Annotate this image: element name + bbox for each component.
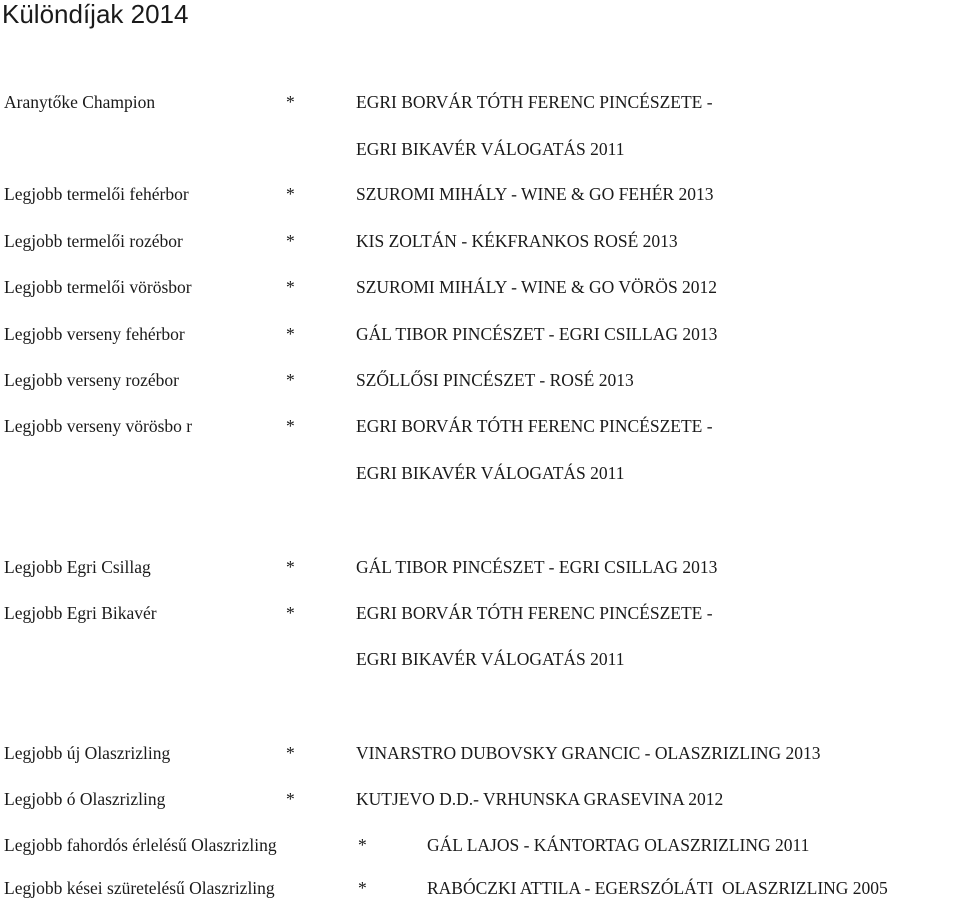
award-row [0, 90, 960, 114]
award-category: Legjobb új Olaszrizling [4, 743, 171, 763]
award-winner: EGRI BORVÁR TÓTH FERENC PINCÉSZETE - [356, 92, 713, 112]
award-winner: GÁL LAJOS - KÁNTORTAG OLASZRIZLING 2011 [427, 835, 810, 855]
award-row [0, 322, 960, 346]
award-category: Legjobb verseny fehérbor [4, 324, 185, 344]
award-winner: GÁL TIBOR PINCÉSZET - EGRI CSILLAG 2013 [356, 324, 718, 344]
award-marker: * [286, 324, 295, 344]
award-row [0, 833, 960, 857]
award-winner: KUTJEVO D.D.- VRHUNSKA GRASEVINA 2012 [356, 789, 724, 809]
award-row [0, 182, 960, 206]
award-winner: GÁL TIBOR PINCÉSZET - EGRI CSILLAG 2013 [356, 557, 718, 577]
award-winner: SZUROMI MIHÁLY - WINE & GO VÖRÖS 2012 [356, 277, 718, 297]
award-winner-continued: EGRI BIKAVÉR VÁLOGATÁS 2011 [356, 139, 625, 159]
award-marker: * [286, 184, 295, 204]
award-winner: SZUROMI MIHÁLY - WINE & GO FEHÉR 2013 [356, 184, 714, 204]
award-marker: * [286, 92, 295, 112]
award-row [0, 275, 960, 299]
award-row [0, 876, 960, 900]
award-category: Legjobb termelői fehérbor [4, 184, 189, 204]
award-winner: EGRI BORVÁR TÓTH FERENC PINCÉSZETE - [356, 416, 713, 436]
award-row-continuation [0, 461, 960, 485]
award-row [0, 741, 960, 765]
award-row-continuation [0, 647, 960, 671]
award-row [0, 368, 960, 392]
award-category: Legjobb Egri Bikavér [4, 603, 157, 623]
award-winner: RABÓCZKI ATTILA - EGERSZÓLÁTI OLASZRIZLING 2005 [427, 878, 888, 898]
award-marker: * [358, 835, 367, 855]
award-winner-continued: EGRI BIKAVÉR VÁLOGATÁS 2011 [356, 463, 625, 483]
award-row-continuation [0, 137, 960, 161]
award-category: Legjobb verseny vörösbo r [4, 416, 193, 436]
award-row [0, 555, 960, 579]
award-marker: * [286, 231, 295, 251]
award-marker: * [286, 557, 295, 577]
award-category: Legjobb termelői rozébor [4, 231, 183, 251]
award-winner: SZŐLLŐSI PINCÉSZET - ROSÉ 2013 [356, 370, 634, 390]
award-category: Legjobb Egri Csillag [4, 557, 151, 577]
page-title: Különdíjak 2014 [2, 0, 189, 29]
award-category: Legjobb termelői vörösbor [4, 277, 192, 297]
award-row [0, 414, 960, 438]
award-winner: EGRI BORVÁR TÓTH FERENC PINCÉSZETE - [356, 603, 713, 623]
award-marker: * [286, 743, 295, 763]
award-category: Legjobb kései szüretelésű Olaszrizling [4, 878, 275, 898]
award-marker: * [286, 416, 295, 436]
award-winner: KIS ZOLTÁN - KÉKFRANKOS ROSÉ 2013 [356, 231, 678, 251]
award-category: Aranytőke Champion [4, 92, 156, 112]
award-row [0, 787, 960, 811]
award-marker: * [286, 370, 295, 390]
award-marker: * [286, 603, 295, 623]
award-marker: * [286, 789, 295, 809]
award-category: Legjobb fahordós érlelésű Olaszrizling [4, 835, 277, 855]
award-winner: VINARSTRO DUBOVSKY GRANCIC - OLASZRIZLING 2013 [356, 743, 821, 763]
award-winner-continued: EGRI BIKAVÉR VÁLOGATÁS 2011 [356, 649, 625, 669]
award-marker: * [358, 878, 367, 898]
award-row [0, 601, 960, 625]
award-row [0, 229, 960, 253]
award-category: Legjobb ó Olaszrizling [4, 789, 166, 809]
award-marker: * [286, 277, 295, 297]
award-category: Legjobb verseny rozébor [4, 370, 179, 390]
